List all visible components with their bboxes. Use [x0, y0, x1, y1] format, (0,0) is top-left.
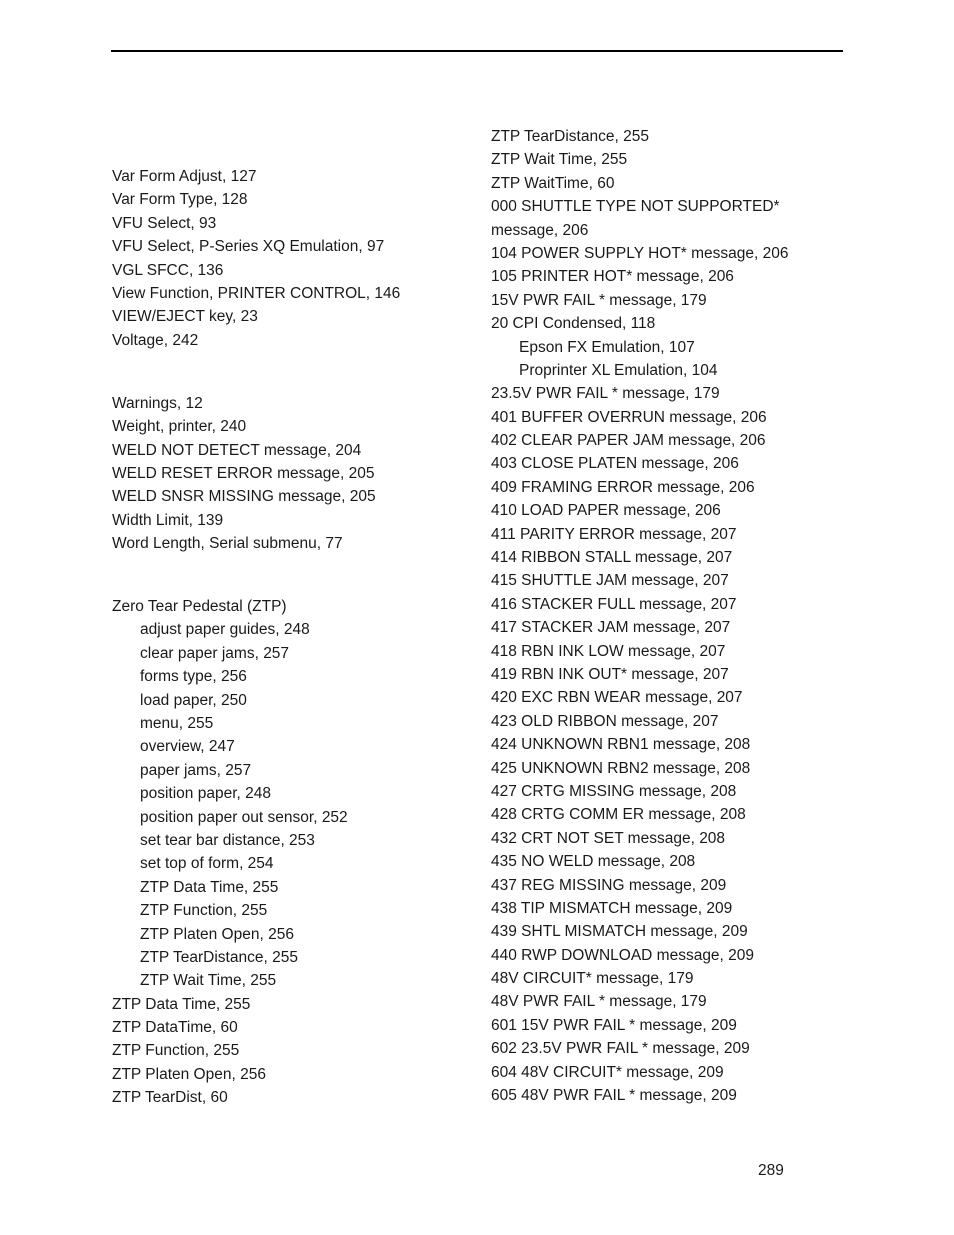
index-subentry: menu, 255 — [140, 715, 214, 732]
index-entry: VIEW/EJECT key, 23 — [112, 308, 258, 326]
index-entry: 402 CLEAR PAPER JAM message, 206 — [491, 432, 766, 450]
index-entry: 602 23.5V PWR FAIL * message, 209 — [491, 1040, 750, 1058]
index-entry: 435 NO WELD message, 208 — [491, 853, 696, 871]
index-entry: 604 48V CIRCUIT* message, 209 — [491, 1063, 724, 1081]
index-entry: 411 PARITY ERROR message, 207 — [491, 525, 737, 543]
index-entry: WELD RESET ERROR message, 205 — [112, 464, 375, 482]
index-entry: 440 RWP DOWNLOAD message, 209 — [491, 946, 755, 964]
index-subentry: load paper, 250 — [140, 691, 247, 709]
index-entry: 418 RBN INK LOW message, 207 — [491, 642, 726, 660]
index-entry: Warnings, 12 — [112, 394, 203, 412]
index-subentry: position paper out sensor, 252 — [140, 808, 348, 826]
index-entry: 437 REG MISSING message, 209 — [491, 876, 727, 894]
index-entry: 439 SHTL MISMATCH message, 209 — [491, 923, 748, 941]
index-subentry: Proprinter XL Emulation, 104 — [519, 361, 718, 379]
index-subentry: set tear bar distance, 253 — [140, 831, 315, 849]
index-entry: ZTP TearDistance, 255 — [491, 128, 649, 145]
index-entry: 438 TIP MISMATCH message, 209 — [491, 899, 733, 917]
index-entry: 605 48V PWR FAIL * message, 209 — [491, 1087, 737, 1105]
index-entry: VFU Select, P-Series XQ Emulation, 97 — [112, 238, 385, 256]
index-entry: 401 BUFFER OVERRUN message, 206 — [491, 408, 767, 426]
index-entry: Width Limit, 139 — [112, 511, 224, 529]
index-entry: VGL SFCC, 136 — [112, 261, 224, 279]
index-entry: 403 CLOSE PLATEN message, 206 — [491, 455, 739, 473]
header-rule — [111, 50, 843, 52]
index-entry: WELD SNSR MISSING message, 205 — [112, 488, 376, 506]
index-entry: 420 EXC RBN WEAR message, 207 — [491, 689, 743, 707]
index-entry: ZTP WaitTime, 60 — [491, 174, 615, 192]
index-entry: 419 RBN INK OUT* message, 207 — [491, 665, 729, 683]
index-entry: VFU Select, 93 — [112, 214, 217, 232]
index-entry: View Function, PRINTER CONTROL, 146 — [112, 284, 401, 302]
index-entry: 414 RIBBON STALL message, 207 — [491, 549, 733, 567]
index-entry: message, 206 — [491, 221, 589, 239]
index-entry: 48V PWR FAIL * message, 179 — [491, 993, 707, 1011]
index-subentry: ZTP Wait Time, 255 — [140, 972, 277, 990]
index-subentry: clear paper jams, 257 — [140, 644, 290, 662]
index-entry: Weight, printer, 240 — [112, 418, 247, 436]
index-entry: 425 UNKNOWN RBN2 message, 208 — [491, 759, 751, 777]
index-subentry: paper jams, 257 — [140, 761, 252, 779]
index-subentry: overview, 247 — [140, 738, 235, 756]
index-subentry: ZTP Function, 255 — [140, 902, 268, 920]
section-gap — [112, 352, 472, 392]
index-subentry: set top of form, 254 — [140, 855, 274, 873]
index-entry: ZTP Wait Time, 255 — [491, 151, 628, 169]
index-subentry: ZTP Data Time, 255 — [140, 878, 279, 896]
index-entry: ZTP Platen Open, 256 — [112, 1065, 266, 1083]
index-entry: 409 FRAMING ERROR message, 206 — [491, 478, 755, 496]
index-entry: Var Form Type, 128 — [112, 191, 248, 209]
index-column-left — [112, 165, 472, 1110]
index-subentry: adjust paper guides, 248 — [140, 621, 310, 639]
index-column-right — [491, 125, 851, 1107]
index-entry: ZTP DataTime, 60 — [112, 1019, 238, 1037]
index-subentry: ZTP Platen Open, 256 — [140, 925, 294, 943]
index-entry: Voltage, 242 — [112, 331, 199, 349]
index-entry: 428 CRTG COMM ER message, 208 — [491, 806, 746, 824]
index-subentry: forms type, 256 — [140, 668, 247, 686]
index-entry: WELD NOT DETECT message, 204 — [112, 441, 362, 459]
index-entry: ZTP Data Time, 255 — [112, 995, 251, 1013]
index-entry: 20 CPI Condensed, 118 — [491, 315, 656, 333]
index-entry: 410 LOAD PAPER message, 206 — [491, 502, 721, 520]
index-entry: Word Length, Serial submenu, 77 — [112, 535, 343, 553]
index-entry: 601 15V PWR FAIL * message, 209 — [491, 1016, 737, 1034]
index-entry: 23.5V PWR FAIL * message, 179 — [491, 385, 720, 403]
index-entry: 105 PRINTER HOT* message, 206 — [491, 268, 734, 286]
index-entry: 15V PWR FAIL * message, 179 — [491, 291, 707, 309]
index-entry: Zero Tear Pedestal (ZTP) — [112, 598, 287, 616]
index-entry: 423 OLD RIBBON message, 207 — [491, 712, 719, 730]
index-entry: Var Form Adjust, 127 — [112, 168, 257, 185]
index-entry: 417 STACKER JAM message, 207 — [491, 619, 731, 637]
index-subentry: ZTP TearDistance, 255 — [140, 948, 298, 966]
index-entry: 104 POWER SUPPLY HOT* message, 206 — [491, 244, 789, 262]
index-entry: ZTP TearDist, 60 — [112, 1089, 228, 1107]
page-number: 289 — [758, 1162, 784, 1179]
index-subentry: Epson FX Emulation, 107 — [519, 338, 695, 356]
index-entry: 424 UNKNOWN RBN1 message, 208 — [491, 736, 751, 754]
index-entry: 432 CRT NOT SET message, 208 — [491, 829, 726, 847]
index-entry: 416 STACKER FULL message, 207 — [491, 595, 737, 613]
index-entry: ZTP Function, 255 — [112, 1042, 240, 1060]
index-entry: 427 CRTG MISSING message, 208 — [491, 782, 737, 800]
index-subentry: position paper, 248 — [140, 785, 271, 803]
index-entry: 415 SHUTTLE JAM message, 207 — [491, 572, 729, 590]
index-entry: 000 SHUTTLE TYPE NOT SUPPORTED* — [491, 198, 780, 216]
index-entry: 48V CIRCUIT* message, 179 — [491, 970, 694, 988]
section-gap — [112, 555, 472, 595]
